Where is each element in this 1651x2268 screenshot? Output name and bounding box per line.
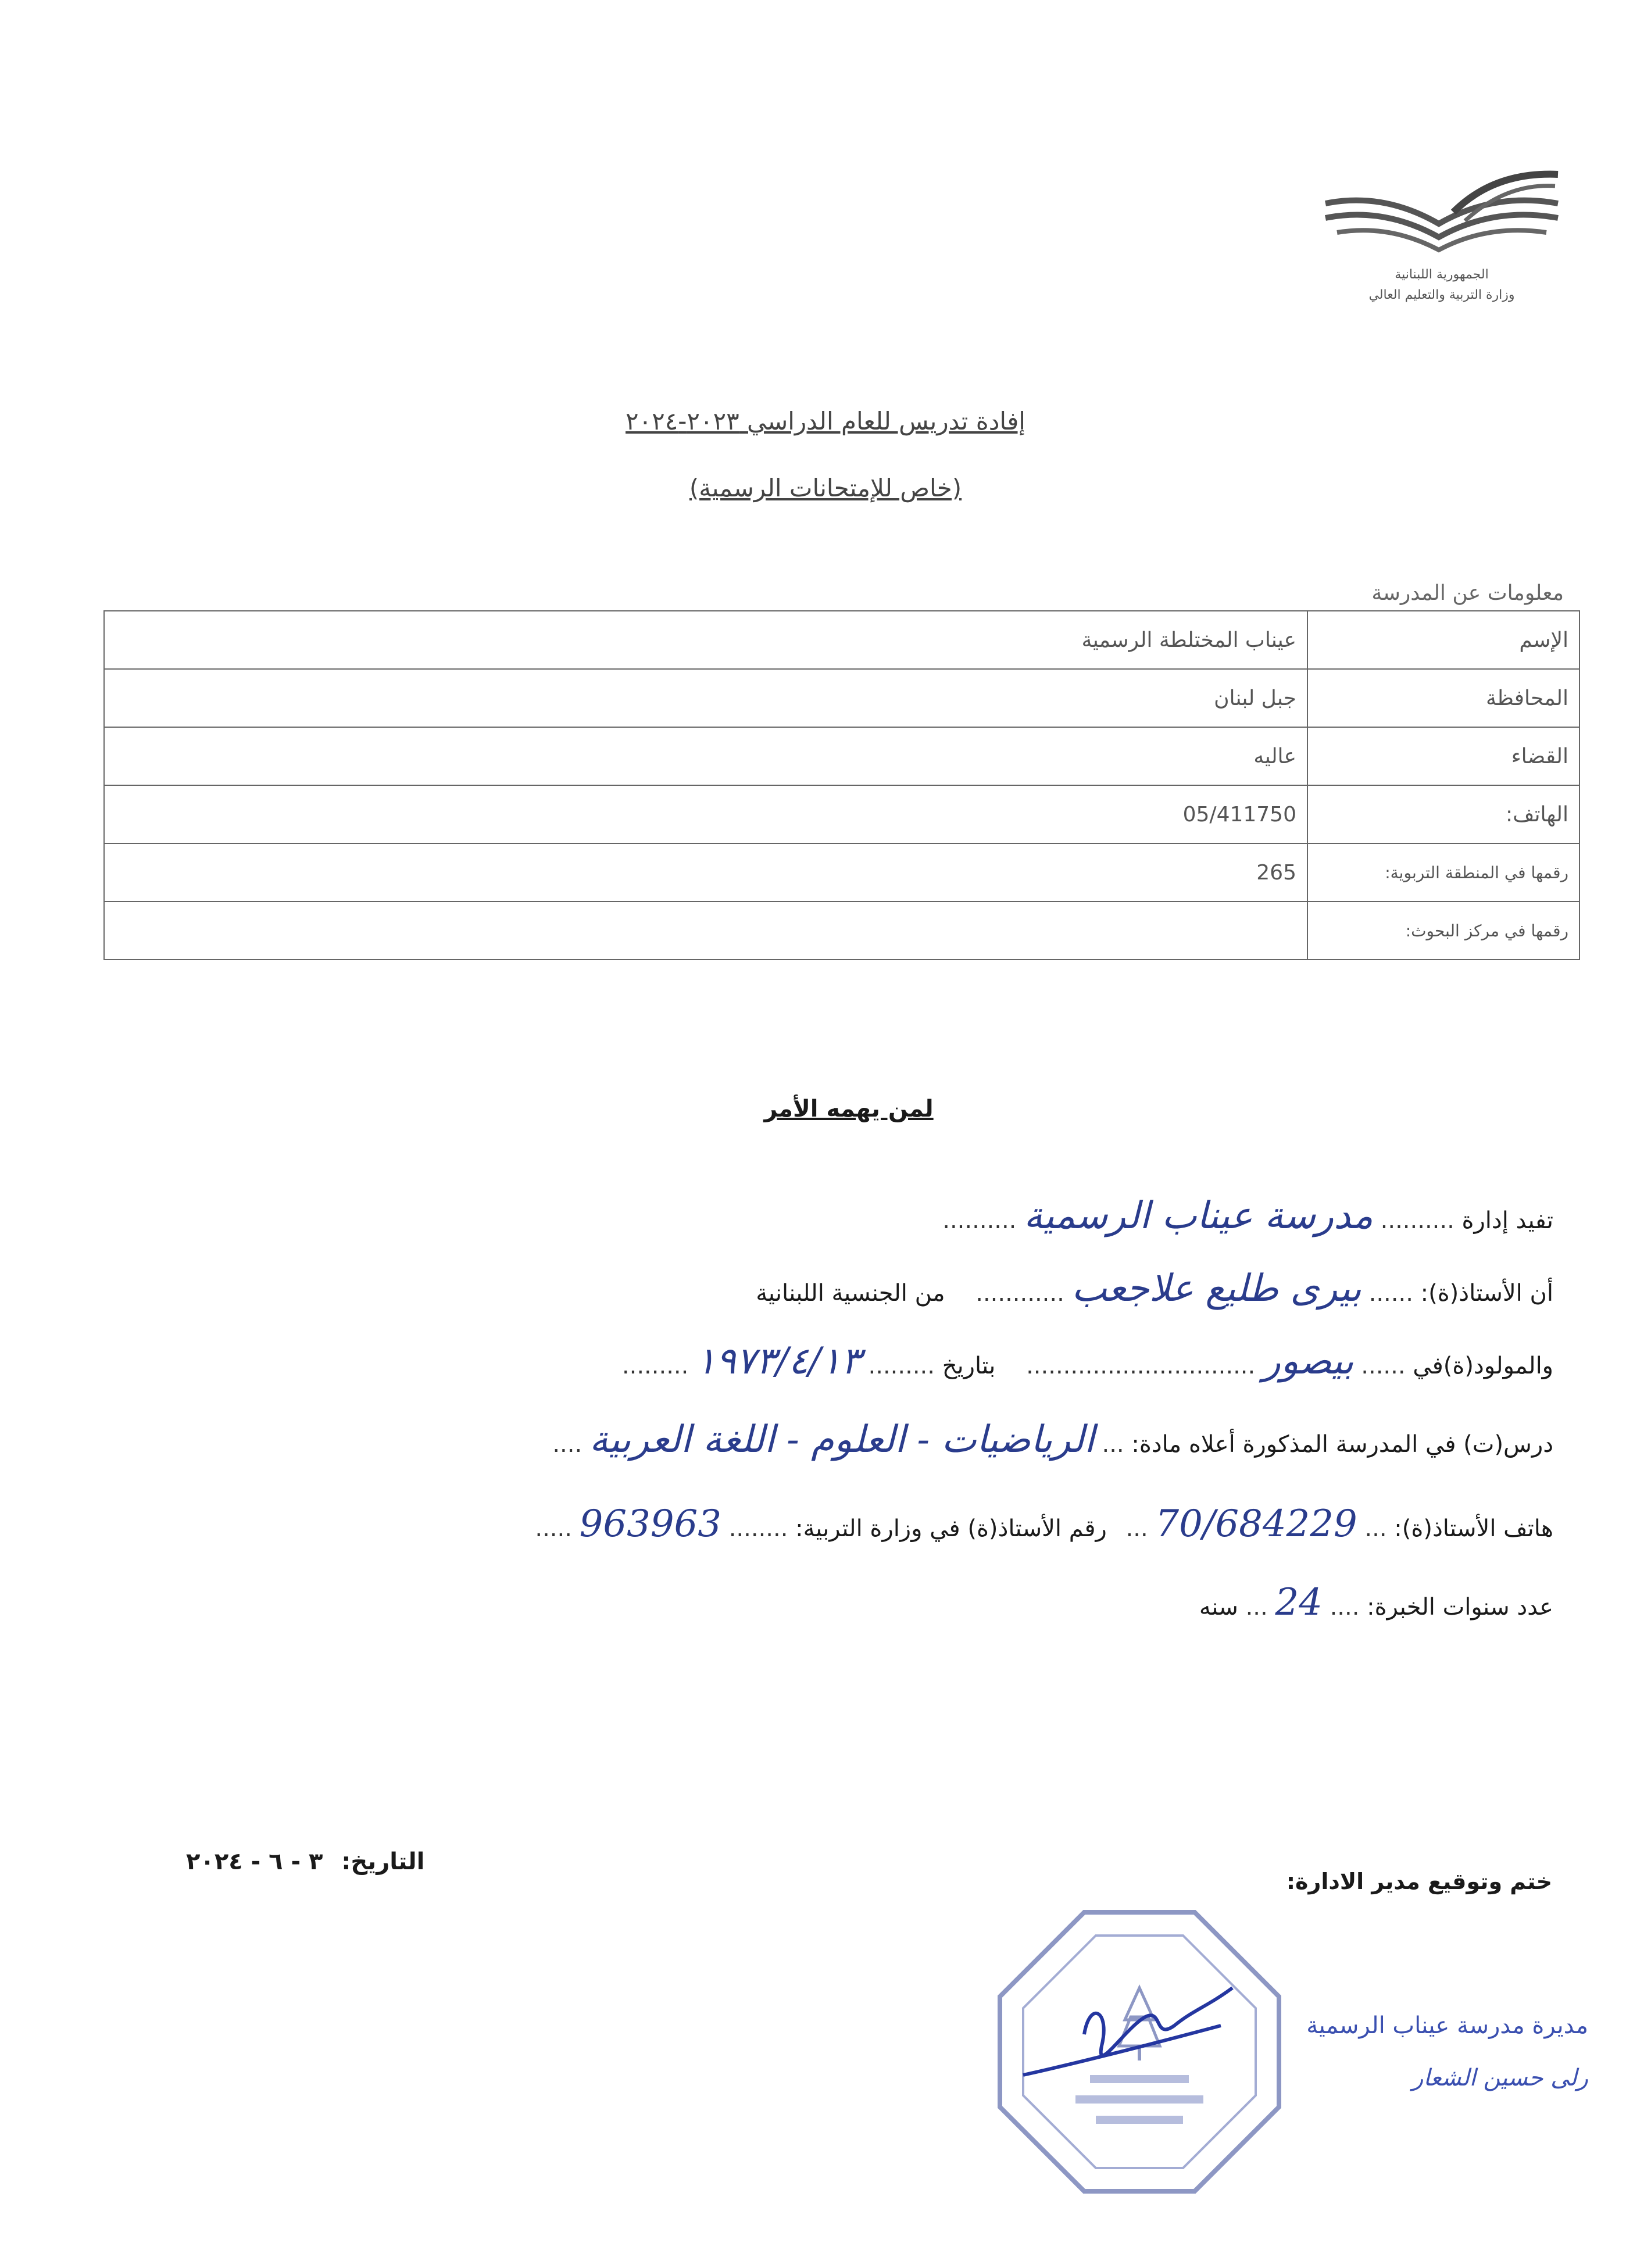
- certificate-line-5: هاتف الأستاذ(ة): ... 70/684229 ... رقم الأستاذ(ة) في وزارة التربية: ........ 963963 .....: [535, 1503, 1553, 1546]
- line1-prefix: تفيد إدارة: [1461, 1207, 1553, 1234]
- certificate-line-4: درس(ت) في المدرسة المذكورة أعلاه مادة: ... الرياضيات - العلوم - اللغة العربية ....: [552, 1418, 1553, 1461]
- footer-date: [186, 1848, 424, 1875]
- concern-heading: لمن يهمه الأمر: [764, 1096, 934, 1122]
- director-signature-block: [1306, 1999, 1588, 2104]
- document-title: إفادة تدريس للعام الدراسي ٢٠٢٣-٢٠٢٤: [626, 407, 1025, 435]
- certificate-line-3: والمولود(ة)في ...... بيصور ............................... بتاريخ ......... ١٩٧٣/٤/١٣ .........: [621, 1340, 1553, 1383]
- row-value: عاليه: [104, 727, 1307, 785]
- line3-mid: بتاريخ: [942, 1353, 996, 1379]
- row-value: 265: [104, 843, 1307, 902]
- open-book-logo-icon: [1320, 169, 1564, 256]
- line6-prefix: عدد سنوات الخبرة:: [1367, 1594, 1553, 1620]
- school-info-label: معلومات عن المدرسة: [1371, 581, 1564, 605]
- ministry-line1: الجمهورية اللبنانية: [1395, 267, 1489, 282]
- line3-prefix: والمولود(ة)في: [1413, 1353, 1553, 1379]
- subjects-handwritten: الرياضيات - العلوم - اللغة العربية: [589, 1418, 1095, 1461]
- table-row: [104, 902, 1579, 960]
- line5-mid: رقم الأستاذ(ة) في وزارة التربية:: [795, 1515, 1107, 1542]
- date-value: ٣ - ٦ - ٢٠٢٤: [186, 1848, 323, 1875]
- table-row: [104, 727, 1579, 785]
- certificate-line-6: عدد سنوات الخبرة: .... 24 ... سنه: [1199, 1581, 1553, 1624]
- line6-suffix: سنه: [1199, 1594, 1238, 1620]
- line2-suffix: من الجنسية اللبنانية: [756, 1280, 945, 1307]
- director-name: رلى حسين الشعار: [1412, 2065, 1588, 2091]
- school-name-handwritten: مدرسة عيناب الرسمية: [1024, 1194, 1373, 1237]
- line2-prefix: أن الأستاذ(ة):: [1420, 1280, 1553, 1307]
- line4-prefix: درس(ت) في المدرسة المذكورة أعلاه مادة:: [1131, 1431, 1553, 1458]
- table-row: [104, 611, 1579, 669]
- table-row: [104, 843, 1579, 902]
- row-label: الهاتف:: [1307, 785, 1579, 843]
- table-row: [104, 785, 1579, 843]
- signature-label: ختم وتوقيع مدير الادارة:: [1286, 1869, 1552, 1894]
- row-value: [104, 902, 1307, 960]
- ministry-number-handwritten: 963963: [579, 1503, 721, 1546]
- document-subtitle: (خاص للإمتحانات الرسمية): [689, 474, 962, 502]
- row-value: 05/411750: [104, 785, 1307, 843]
- ministry-line2: وزارة التربية والتعليم العالي: [1368, 288, 1515, 302]
- teacher-phone-handwritten: 70/684229: [1155, 1503, 1357, 1546]
- row-label: المحافظة: [1307, 669, 1579, 727]
- certificate-line-2: أن الأستاذ(ة): ...... بيرى طليع علاجعب ............ من الجنسية اللبنانية: [756, 1267, 1553, 1310]
- row-value: عيناب المختلطة الرسمية: [104, 611, 1307, 669]
- school-info-table: [103, 610, 1580, 960]
- row-label: الإسم: [1307, 611, 1579, 669]
- line5-prefix: هاتف الأستاذ(ة):: [1394, 1515, 1553, 1542]
- experience-handwritten: 24: [1275, 1581, 1323, 1624]
- certificate-line-1: تفيد إدارة .......... مدرسة عيناب الرسمية ..........: [942, 1194, 1553, 1237]
- row-label: القضاء: [1307, 727, 1579, 785]
- ministry-logo: [1320, 169, 1564, 308]
- date-label: التاريخ:: [341, 1848, 425, 1875]
- birth-place-handwritten: بيصور: [1262, 1340, 1354, 1383]
- teacher-name-handwritten: بيرى طليع علاجعب: [1071, 1267, 1361, 1310]
- school-stamp-icon: [988, 1901, 1291, 2203]
- row-value: جبل لبنان: [104, 669, 1307, 727]
- row-label: رقمها في المنطقة التربوية:: [1307, 843, 1579, 902]
- birth-date-handwritten: ١٩٧٣/٤/١٣: [696, 1340, 861, 1383]
- table-row: [104, 669, 1579, 727]
- director-title: مديرة مدرسة عيناب الرسمية: [1306, 2012, 1588, 2039]
- row-label: رقمها في مركز البحوث:: [1307, 902, 1579, 960]
